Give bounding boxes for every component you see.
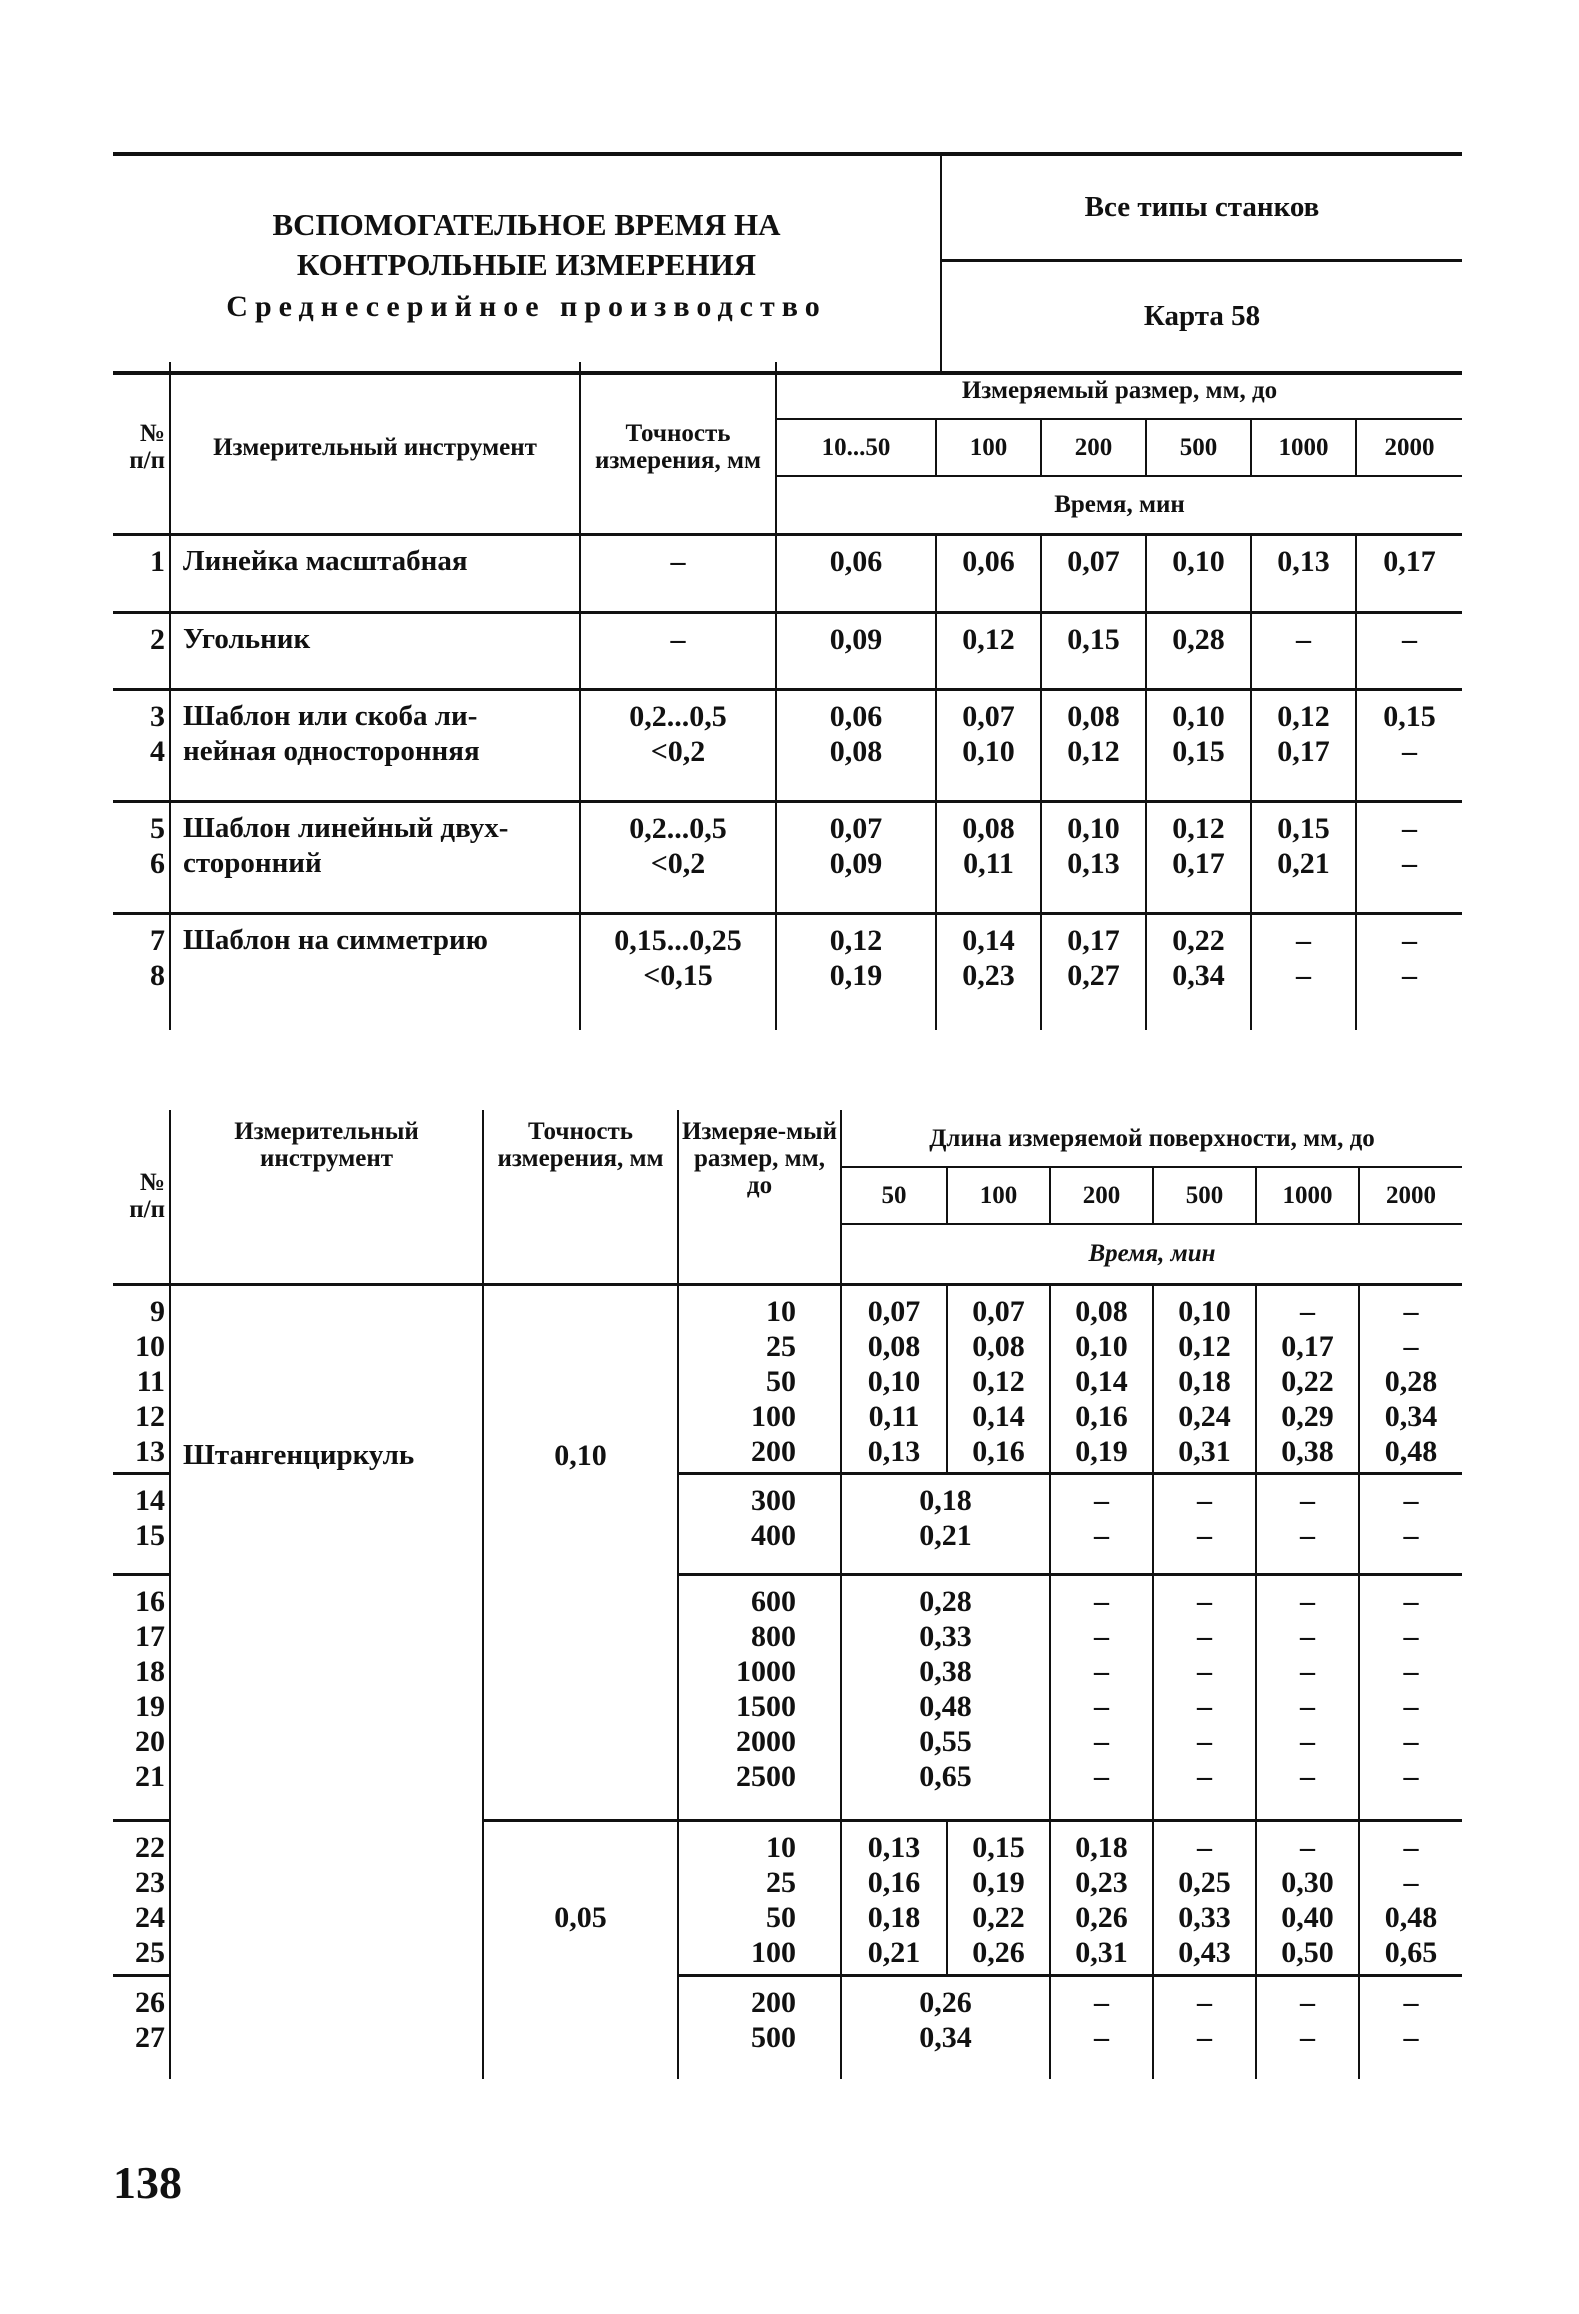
time-cell: 0,10 0,12 0,18 0,24 0,31 — [1153, 1284, 1256, 1473]
time-cell: 0,17 0,27 — [1041, 913, 1146, 1030]
page-number: 138 — [113, 2157, 182, 2208]
instrument-name: Шаблон или скоба ли- нейная односторонняя — [170, 689, 580, 801]
row-numbers: 16 17 18 19 20 21 — [113, 1574, 170, 1820]
time-cell: 0,28 — [1146, 612, 1251, 689]
time-cell: – – – – – – — [1153, 1574, 1256, 1820]
time-cell: 0,13 0,16 0,18 0,21 — [841, 1820, 947, 1975]
time-cell: 0,07 0,10 — [936, 689, 1041, 801]
row-number: 7 8 — [113, 913, 170, 1030]
table-row — [113, 913, 1462, 1030]
size-header: 200 — [1041, 419, 1146, 476]
accuracy-value: 0,15...0,25 <0,15 — [580, 913, 776, 1030]
measured-size: 10 25 50 100 200 — [678, 1284, 841, 1473]
time-cell: 0,15 – — [1356, 689, 1462, 801]
accuracy-value: 0,2...0,5 <0,2 — [580, 689, 776, 801]
time-cell: 0,15 0,19 0,22 0,26 — [947, 1820, 1050, 1975]
col-header-measured-size: Измеряе-мый размер, мм, до — [678, 1110, 841, 1284]
table-row — [113, 689, 1462, 801]
accuracy-value: 0,10 — [483, 1284, 678, 1820]
title-line-2: КОНТРОЛЬНЫЕ ИЗМЕРЕНИЯ — [296, 247, 757, 282]
time-cell: – 0,25 0,33 0,43 — [1153, 1820, 1256, 1975]
time-cell: – – — [1153, 1473, 1256, 1574]
time-cell: 0,07 0,09 — [776, 801, 936, 913]
instrument-name: Шаблон на симметрию — [170, 913, 580, 1030]
time-cell: – – 0,48 0,65 — [1359, 1820, 1462, 1975]
time-cell-merged: 0,28 0,33 0,38 0,48 0,55 0,65 — [841, 1574, 1050, 1820]
measured-size: 600 800 1000 1500 2000 2500 — [678, 1574, 841, 1820]
col-header-num: № п/п — [129, 420, 165, 475]
col-header-instrument: Измерительный инструмент — [170, 362, 580, 534]
time-cell: – – — [1256, 1473, 1359, 1574]
row-number: 5 6 — [113, 801, 170, 913]
size-header: 2000 — [1356, 419, 1462, 476]
length-header: 2000 — [1359, 1167, 1462, 1224]
time-cell: 0,07 0,08 0,10 0,11 0,13 — [841, 1284, 947, 1473]
instrument-name: Штангенциркуль — [170, 1284, 483, 2079]
size-header: 100 — [936, 419, 1041, 476]
time-cell: 0,12 0,17 — [1146, 801, 1251, 913]
table-calipers — [113, 1110, 1462, 2079]
time-cell: 0,07 0,08 0,12 0,14 0,16 — [947, 1284, 1050, 1473]
time-cell: – – — [1050, 1975, 1153, 2079]
table-row — [113, 534, 1462, 612]
card-number: Карта 58 — [1143, 300, 1261, 332]
time-cell: 0,09 — [776, 612, 936, 689]
measured-size: 300 400 — [678, 1473, 841, 1574]
size-header: 1000 — [1251, 419, 1356, 476]
time-cell: – – — [1359, 1473, 1462, 1574]
length-header: 500 — [1153, 1167, 1256, 1224]
time-cell: 0,12 0,17 — [1251, 689, 1356, 801]
time-cell: – – — [1359, 1975, 1462, 2079]
time-cell: 0,12 — [936, 612, 1041, 689]
measured-size: 10 25 50 100 — [678, 1820, 841, 1975]
time-cell: 0,08 0,10 0,14 0,16 0,19 — [1050, 1284, 1153, 1473]
time-cell: – – – – – – — [1256, 1574, 1359, 1820]
table-row — [113, 801, 1462, 913]
time-cell: – – 0,28 0,34 0,48 — [1359, 1284, 1462, 1473]
accuracy-value: 0,2...0,5 <0,2 — [580, 801, 776, 913]
time-cell: 0,07 — [1041, 534, 1146, 612]
production-type: Среднесерийное производство — [226, 290, 827, 323]
time-cell: – – — [1256, 1975, 1359, 2079]
col-header-num: № п/п — [129, 1169, 165, 1224]
row-number: 2 — [113, 612, 170, 689]
length-header: 100 — [947, 1167, 1050, 1224]
time-cell: – – – – – – — [1359, 1574, 1462, 1820]
time-cell: 0,06 — [936, 534, 1041, 612]
header-title-block — [113, 156, 942, 371]
time-cell: 0,06 0,08 — [776, 689, 936, 801]
row-number: 1 — [113, 534, 170, 612]
time-unit-header: Время, мин — [776, 476, 1462, 534]
time-cell: 0,13 — [1251, 534, 1356, 612]
row-numbers: 22 23 24 25 — [113, 1820, 170, 1975]
length-header: 200 — [1050, 1167, 1153, 1224]
time-cell: 0,10 — [1146, 534, 1251, 612]
measured-size: 200 500 — [678, 1975, 841, 2079]
instrument-name: Линейка масштабная — [170, 534, 580, 612]
time-cell: 0,17 — [1356, 534, 1462, 612]
title-line-1: ВСПОМОГАТЕЛЬНОЕ ВРЕМЯ НА — [272, 207, 781, 242]
time-cell: – 0,17 0,22 0,29 0,38 — [1256, 1284, 1359, 1473]
length-header: 1000 — [1256, 1167, 1359, 1224]
time-unit-header: Время, мин — [841, 1224, 1462, 1284]
time-cell: 0,10 0,15 — [1146, 689, 1251, 801]
time-cell: – – — [1356, 913, 1462, 1030]
time-cell: – – — [1251, 913, 1356, 1030]
time-cell: – – — [1050, 1473, 1153, 1574]
time-cell: – — [1356, 612, 1462, 689]
accuracy-value: – — [580, 612, 776, 689]
size-header: 500 — [1146, 419, 1251, 476]
header-info-block — [942, 156, 1462, 371]
time-cell: – — [1251, 612, 1356, 689]
time-cell: 0,08 0,11 — [936, 801, 1041, 913]
time-cell: – – — [1356, 801, 1462, 913]
time-cell: 0,06 — [776, 534, 936, 612]
length-header: 50 — [841, 1167, 947, 1224]
time-cell: 0,12 0,19 — [776, 913, 936, 1030]
instrument-name: Угольник — [170, 612, 580, 689]
row-numbers: 26 27 — [113, 1975, 170, 2079]
card-header — [113, 152, 1462, 375]
col-header-surface-length: Длина измеряемой поверхности, мм, до — [841, 1110, 1462, 1167]
row-number: 3 4 — [113, 689, 170, 801]
time-cell: 0,18 0,23 0,26 0,31 — [1050, 1820, 1153, 1975]
table-measuring-tools — [113, 362, 1462, 1030]
row-numbers: 14 15 — [113, 1473, 170, 1574]
time-cell-merged: 0,26 0,34 — [841, 1975, 1050, 2079]
row-numbers: 9 10 11 12 13 — [113, 1284, 170, 1473]
col-header-accuracy: Точность измерения, мм — [580, 362, 776, 534]
time-cell: – 0,30 0,40 0,50 — [1256, 1820, 1359, 1975]
col-header-instrument: Измерительный инструмент — [170, 1110, 483, 1284]
table1-body — [113, 534, 1462, 1030]
instrument-name: Шаблон линейный двух- сторонний — [170, 801, 580, 913]
col-header-accuracy: Точность измерения, мм — [483, 1110, 678, 1284]
time-cell: 0,22 0,34 — [1146, 913, 1251, 1030]
time-cell: – – — [1153, 1975, 1256, 2079]
time-cell: 0,08 0,12 — [1041, 689, 1146, 801]
machine-types: Все типы станков — [942, 156, 1462, 262]
size-header: 10...50 — [776, 419, 936, 476]
time-cell: 0,14 0,23 — [936, 913, 1041, 1030]
time-cell: – – – – – – — [1050, 1574, 1153, 1820]
accuracy-value: 0,05 — [483, 1820, 678, 2079]
col-header-measured-size: Измеряемый размер, мм, до — [776, 362, 1462, 419]
time-cell: 0,15 0,21 — [1251, 801, 1356, 913]
time-cell: 0,10 0,13 — [1041, 801, 1146, 913]
time-cell: 0,15 — [1041, 612, 1146, 689]
time-cell-merged: 0,18 0,21 — [841, 1473, 1050, 1574]
accuracy-value: – — [580, 534, 776, 612]
table-row — [113, 612, 1462, 689]
